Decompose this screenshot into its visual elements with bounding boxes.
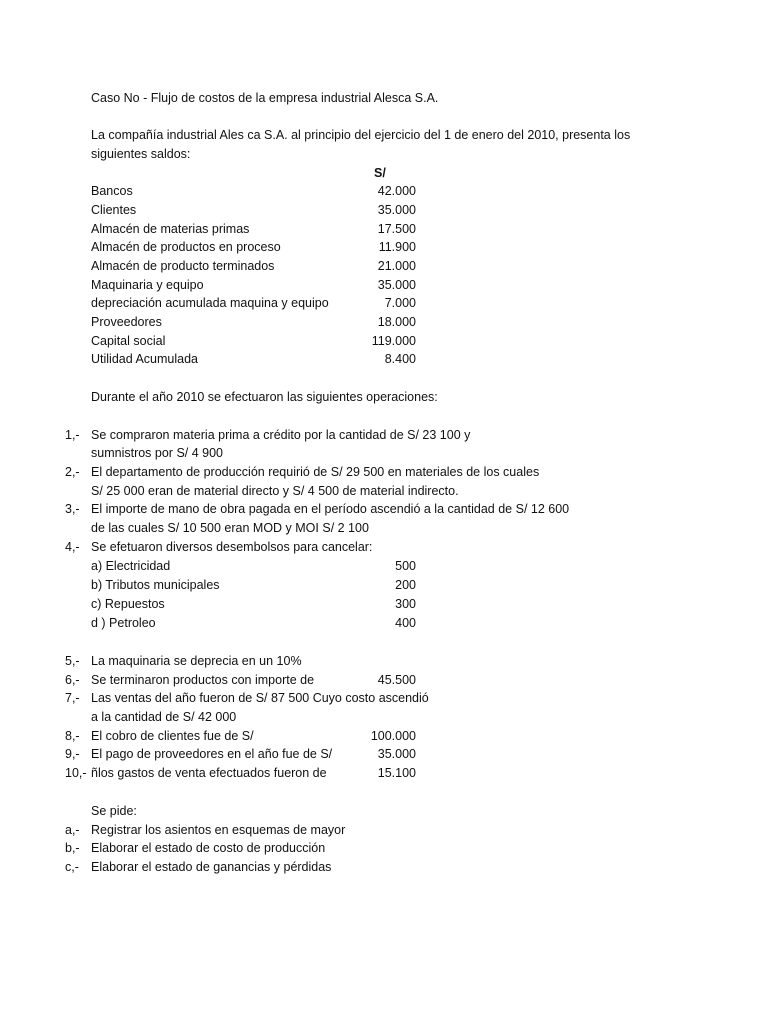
operation-text: Se efetuaron diversos desembolsos para cancelar: <box>91 540 373 554</box>
operation-text: La maquinaria se deprecia en un 10% <box>91 654 302 668</box>
operation-text: de las cuales S/ 10 500 eran MOD y MOI S/ 2 100 <box>91 521 369 535</box>
operation-text: S/ 25 000 eran de material directo y S/ 4 500 de material indirecto. <box>91 484 459 498</box>
task-text: Registrar los asientos en esquemas de mayor <box>91 823 346 837</box>
operation-text: Las ventas del año fueron de S/ 87 500 Cuyo costo ascendió <box>91 691 429 705</box>
balance-label: Clientes <box>91 203 137 217</box>
case-title: Caso No - Flujo de costos de la empresa industrial Alesca S.A. <box>91 91 439 105</box>
balance-label: Proveedores <box>91 315 162 329</box>
balance-value: 42.000 <box>377 184 416 198</box>
intro-line-2: siguientes saldos: <box>91 147 191 161</box>
operation-number: 5,- <box>65 654 80 668</box>
operation-number: 2,- <box>65 465 80 479</box>
intro-line-1: La compañía industrial Ales ca S.A. al principio del ejercicio del 1 de enero del 2010, presenta los <box>91 128 631 142</box>
operation-number: 3,- <box>65 502 80 516</box>
expense-label: a) Electricidad <box>91 559 171 573</box>
balance-label: Almacén de productos en proceso <box>91 240 281 254</box>
operation-value: 15.100 <box>377 766 416 780</box>
operation-number: 8,- <box>65 729 80 743</box>
expense-label: b) Tributos municipales <box>91 578 220 592</box>
balance-label: Bancos <box>91 184 133 198</box>
operation-number: 7,- <box>65 691 80 705</box>
operation-text: El pago de proveedores en el año fue de S/ <box>91 747 333 761</box>
balance-value: 8.400 <box>384 352 416 366</box>
expense-value: 200 <box>395 578 416 592</box>
operation-text: El departamento de producción requirió de S/ 29 500 en materiales de los cuales <box>91 465 540 479</box>
expense-value: 500 <box>395 559 416 573</box>
operation-text: Se terminaron productos con importe de <box>91 673 315 687</box>
task-number: b,- <box>65 841 80 855</box>
operation-value: 45.500 <box>377 673 416 687</box>
balance-label: Capital social <box>91 334 166 348</box>
operation-text: El cobro de clientes fue de S/ <box>91 729 254 743</box>
expense-value: 300 <box>395 597 416 611</box>
balance-value: 11.900 <box>378 240 416 254</box>
balance-label: depreciación acumulada maquina y equipo <box>91 296 329 310</box>
operation-text: a la cantidad de S/ 42 000 <box>91 710 237 724</box>
expense-label: c) Repuestos <box>91 597 165 611</box>
balance-label: Maquinaria y equipo <box>91 278 204 292</box>
balance-value: 18.000 <box>377 315 416 329</box>
operation-text: ñlos gastos de venta efectuados fueron de <box>91 766 327 780</box>
balance-value: 7.000 <box>384 296 416 310</box>
operation-number: 6,- <box>65 673 80 687</box>
task-number: a,- <box>65 823 80 837</box>
balance-label: Utilidad Acumulada <box>91 352 199 366</box>
task-text: Elaborar el estado de ganancias y pérdidas <box>91 860 332 874</box>
balance-value: 35.000 <box>377 203 416 217</box>
task-number: c,- <box>65 860 79 874</box>
balance-label: Almacén de materias primas <box>91 222 250 236</box>
operation-number: 9,- <box>65 747 80 761</box>
operation-number: 4,- <box>65 540 80 554</box>
operations-intro: Durante el año 2010 se efectuaron las siguientes operaciones: <box>91 390 438 404</box>
balance-value: 21.000 <box>377 259 416 273</box>
operation-value: 100.000 <box>370 729 416 743</box>
balance-value: 35.000 <box>377 278 416 292</box>
balance-label: Almacén de producto terminados <box>91 259 275 273</box>
operation-text: El importe de mano de obra pagada en el período ascendió a la cantidad de S/ 12 600 <box>91 502 570 516</box>
balance-value: 17.500 <box>377 222 416 236</box>
operation-number: 10,- <box>65 766 87 780</box>
expense-label: d ) Petroleo <box>91 616 156 630</box>
expense-value: 400 <box>395 616 416 630</box>
operation-value: 35.000 <box>377 747 416 761</box>
se-pide-heading: Se pide: <box>91 804 137 818</box>
balance-value: 119.000 <box>371 334 416 348</box>
operation-number: 1,- <box>65 428 80 442</box>
task-text: Elaborar el estado de costo de producción <box>91 841 326 855</box>
operation-text: sumnistros por S/ 4 900 <box>91 446 224 460</box>
currency-header: S/ <box>374 166 386 180</box>
operation-text: Se compraron materia prima a crédito por la cantidad de S/ 23 100 y <box>91 428 471 442</box>
